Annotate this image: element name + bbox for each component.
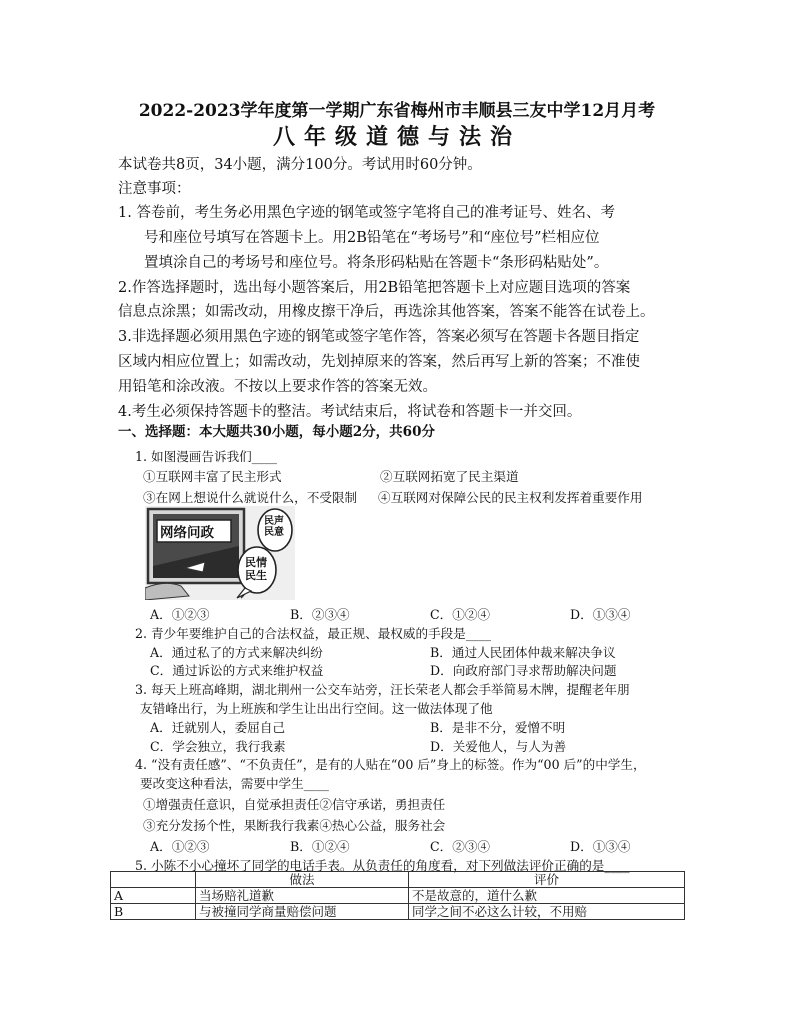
question-3-stem: 3. 每天上班高峰期，湖北荆州一公交车站旁，汪长荣老人都会手举简易木牌，提醒老年朋 <box>135 682 630 697</box>
notice-heading: 注意事项： <box>118 181 191 197</box>
question-4-stem-cont: 要改变这种看法，需要中学生____ <box>140 776 329 791</box>
table-cell: 与被撞同学商量赔偿问题 <box>196 904 409 920</box>
notice-line: 号和座位号填写在答题卡上。用2B铅笔在“考场号”和“座位号”栏相应位 <box>144 230 600 246</box>
intro-text: 本试卷共8页，34小题，满分100分。考试用时60分钟。 <box>118 157 482 173</box>
cartoon-sign-text: 网络问政 <box>160 525 214 541</box>
question-2-stem: 2. 青少年要维护自己的合法权益，最正规、最权威的手段是____ <box>135 626 492 641</box>
q2-option-d: D．向政府部门寻求帮助解决问题 <box>430 663 617 678</box>
q1-statement-2: ②互联网拓宽了民主渠道 <box>380 469 519 484</box>
notice-line: 2.作答选择题时，选出每小题答案后，用2B铅笔把答题卡上对应题目选项的答案 <box>118 280 631 296</box>
notice-line: 用铅笔和涂改液。不按以上要求作答的答案无效。 <box>118 379 437 395</box>
table-header-cell: 做法 <box>196 872 409 888</box>
table-header-row <box>111 872 685 888</box>
notice-line: 置填涂自己的考场号和座位号。将条形码粘贴在答题卡“条形码粘贴处”。 <box>144 255 609 271</box>
q4-statements-3-4: ③充分发扬个性，果断我行我素④热心公益，服务社会 <box>143 818 446 833</box>
q5-table <box>110 871 685 920</box>
notice-line: 1. 答卷前，考生务必用黑色字迹的钢笔或签字笔将自己的准考证号、姓名、考 <box>118 205 615 221</box>
q1-option-d: D．①③④ <box>570 607 631 622</box>
q3-option-b: B．是非不分，爱憎不明 <box>430 720 566 735</box>
table-cell: A <box>111 888 196 904</box>
q1-option-b: B．②③④ <box>290 607 350 622</box>
table-row <box>111 888 685 904</box>
question-5-stem: 5. 小陈不小心撞坏了同学的电话手表。从负责任的角度看，对下列做法评价正确的是____ <box>135 858 630 873</box>
table-header-cell <box>111 872 196 888</box>
q1-option-a: A．①②③ <box>150 607 210 622</box>
section-heading: 一、选择题：本大题共30小题，每小题2分，共60分 <box>118 424 435 440</box>
notice-line: 区域内相应位置上；如需改动，先划掉原来的答案，然后再写上新的答案；不准使 <box>118 354 640 370</box>
q4-option-a: A．①②③ <box>150 839 210 854</box>
q4-option-c: C．②③④ <box>430 839 491 854</box>
q1-statement-4: ④互联网对保障公民的民主权利发挥着重要作用 <box>378 490 643 505</box>
q3-option-a: A．迁就别人，委屈自己 <box>150 720 286 735</box>
table-header-cell: 评价 <box>409 872 685 888</box>
notice-line: 4.考生必须保持答题卡的整洁。考试结束后，将试卷和答题卡一并交回。 <box>118 404 582 420</box>
q1-statement-3: ③在网上想说什么就说什么，不受限制 <box>143 490 358 505</box>
notice-line: 信息点涂黑；如需改动，用橡皮擦干净后，再选涂其他答案，答案不能答在试卷上。 <box>118 304 655 320</box>
cartoon-bubble-2: 民情 民生 <box>245 556 267 582</box>
question-4-stem: 4. “没有责任感”、“不负责任”，是有的人贴在“00 后”身上的标签。作为“00 后”的中学生， <box>135 757 646 772</box>
cartoon-bubble-1: 民声 民意 <box>264 516 284 538</box>
cartoon-image <box>145 506 295 600</box>
notice-line: 3.非选择题必须用黑色字迹的钢笔或签字笔作答，答案必须写在答题卡各题目指定 <box>118 329 640 345</box>
q3-option-d: D．关爱他人，与人为善 <box>430 739 567 754</box>
q4-option-d: D．①③④ <box>570 839 631 854</box>
q2-option-c: C．通过诉讼的方式来维护权益 <box>150 663 324 678</box>
q2-option-a: A．通过私了的方式来解决纠纷 <box>150 645 323 660</box>
question-3-stem-cont: 友错峰出行，为上班族和学生让出出行空间。这一做法体现了他 <box>140 701 493 716</box>
q1-option-c: C．①②④ <box>430 607 491 622</box>
subject-title: 八年级道德与法治 <box>272 124 521 150</box>
q1-statement-1: ①互联网丰富了民主形式 <box>143 469 282 484</box>
q2-option-b: B．通过人民团体仲裁来解决争议 <box>430 645 616 660</box>
question-1-stem: 1. 如图漫画告诉我们____ <box>135 449 277 464</box>
table-cell: 当场赔礼道歉 <box>196 888 409 904</box>
table-cell: 同学之间不必这么计较，不用赔 <box>409 904 685 920</box>
q3-option-c: C．学会独立，我行我素 <box>150 739 286 754</box>
exam-title: 2022-2023学年度第一学期广东省梅州市丰顺县三友中学12月月考 <box>138 101 656 121</box>
table-row <box>111 904 685 920</box>
table-cell: B <box>111 904 196 920</box>
table-cell: 不是故意的，道什么歉 <box>409 888 685 904</box>
q4-statements-1-2: ①增强责任意识，自觉承担责任②信守承诺，勇担责任 <box>143 797 446 812</box>
q4-option-b: B．①②④ <box>290 839 350 854</box>
